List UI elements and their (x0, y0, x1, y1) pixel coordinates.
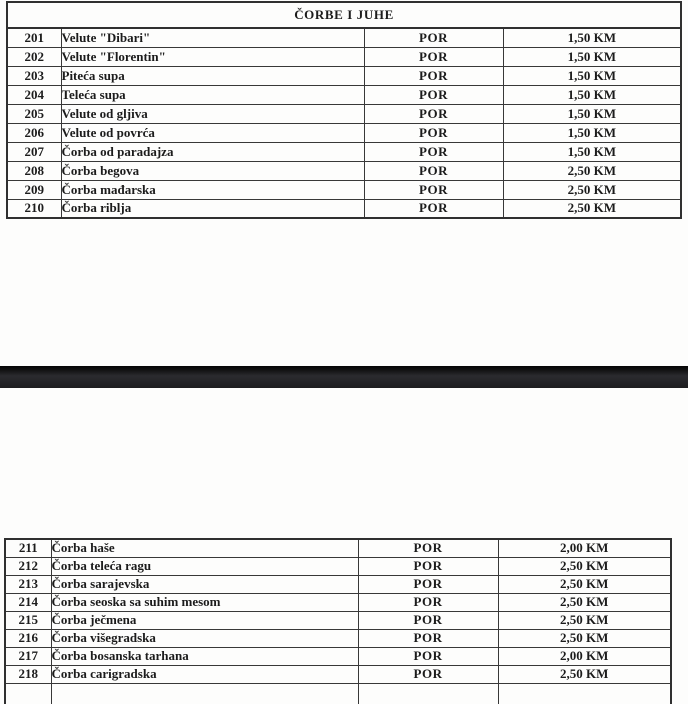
item-unit: POR (358, 629, 498, 647)
item-price: 2,50 KM (498, 611, 671, 629)
item-code: 215 (5, 611, 51, 629)
soups-price-table-top (6, 1, 682, 219)
item-unit: POR (358, 611, 498, 629)
soups-price-table-bottom (4, 538, 672, 704)
item-price: 2,00 KM (498, 539, 671, 557)
table-row (5, 575, 671, 593)
item-name: Velute "Dibari" (61, 28, 364, 47)
item-unit: POR (364, 47, 503, 66)
item-price: 1,50 KM (503, 104, 681, 123)
section-title: ČORBE I JUHE (7, 2, 681, 28)
table-row (7, 66, 681, 85)
table-row (7, 123, 681, 142)
empty-table-row (5, 683, 671, 704)
item-price: 2,50 KM (503, 199, 681, 218)
table-row (5, 539, 671, 557)
table-row (5, 593, 671, 611)
item-name: Čorba seoska sa suhim mesom (51, 593, 358, 611)
item-name: Čorba višegradska (51, 629, 358, 647)
item-price: 1,50 KM (503, 47, 681, 66)
item-name: Čorba carigradska (51, 665, 358, 683)
item-name: Čorba ječmena (51, 611, 358, 629)
item-name: Čorba riblja (61, 199, 364, 218)
soups-table-body (7, 2, 681, 218)
empty-cell (498, 683, 671, 704)
table-row (7, 180, 681, 199)
item-name: Čorba mađarska (61, 180, 364, 199)
table-header-row (7, 2, 681, 28)
table-row (7, 104, 681, 123)
item-unit: POR (358, 593, 498, 611)
item-price: 2,50 KM (498, 593, 671, 611)
item-price: 2,00 KM (498, 647, 671, 665)
item-code: 206 (7, 123, 61, 142)
item-code: 214 (5, 593, 51, 611)
item-name: Velute od povrća (61, 123, 364, 142)
item-price: 2,50 KM (503, 161, 681, 180)
item-price: 2,50 KM (498, 557, 671, 575)
item-name: Čorba bosanska tarhana (51, 647, 358, 665)
table-row (5, 557, 671, 575)
table-row (7, 85, 681, 104)
item-name: Čorba haše (51, 539, 358, 557)
item-code: 216 (5, 629, 51, 647)
item-unit: POR (364, 142, 503, 161)
empty-cell (5, 683, 51, 704)
item-unit: POR (358, 539, 498, 557)
item-unit: POR (364, 66, 503, 85)
table-row (5, 629, 671, 647)
item-name: Čorba sarajevska (51, 575, 358, 593)
item-code: 213 (5, 575, 51, 593)
item-unit: POR (364, 199, 503, 218)
item-price: 1,50 KM (503, 28, 681, 47)
item-code: 209 (7, 180, 61, 199)
item-unit: POR (358, 575, 498, 593)
item-code: 201 (7, 28, 61, 47)
item-unit: POR (358, 665, 498, 683)
item-unit: POR (358, 647, 498, 665)
item-code: 211 (5, 539, 51, 557)
table-row (7, 142, 681, 161)
item-name: Teleća supa (61, 85, 364, 104)
item-price: 1,50 KM (503, 66, 681, 85)
item-unit: POR (364, 180, 503, 199)
item-price: 2,50 KM (498, 629, 671, 647)
item-name: Velute od gljiva (61, 104, 364, 123)
item-price: 1,50 KM (503, 123, 681, 142)
table-row (5, 665, 671, 683)
item-code: 205 (7, 104, 61, 123)
item-code: 204 (7, 85, 61, 104)
item-code: 210 (7, 199, 61, 218)
item-code: 218 (5, 665, 51, 683)
item-name: Piteća supa (61, 66, 364, 85)
item-name: Velute "Florentin" (61, 47, 364, 66)
item-name: Čorba od paradajza (61, 142, 364, 161)
item-code: 208 (7, 161, 61, 180)
table-row (7, 161, 681, 180)
item-name: Čorba begova (61, 161, 364, 180)
empty-cell (51, 683, 358, 704)
table-row (7, 47, 681, 66)
item-price: 1,50 KM (503, 85, 681, 104)
item-unit: POR (364, 123, 503, 142)
item-code: 217 (5, 647, 51, 665)
table-row (5, 647, 671, 665)
item-unit: POR (364, 161, 503, 180)
soups-table-continued-body (5, 539, 671, 704)
item-unit: POR (364, 104, 503, 123)
table-row (7, 199, 681, 218)
table-row (7, 28, 681, 47)
item-code: 207 (7, 142, 61, 161)
item-price: 1,50 KM (503, 142, 681, 161)
item-unit: POR (364, 85, 503, 104)
item-unit: POR (364, 28, 503, 47)
item-unit: POR (358, 557, 498, 575)
item-price: 2,50 KM (503, 180, 681, 199)
table-row (5, 611, 671, 629)
page-break-bar (0, 366, 688, 388)
item-name: Čorba teleća ragu (51, 557, 358, 575)
item-code: 212 (5, 557, 51, 575)
item-code: 203 (7, 66, 61, 85)
item-price: 2,50 KM (498, 575, 671, 593)
empty-cell (358, 683, 498, 704)
item-price: 2,50 KM (498, 665, 671, 683)
item-code: 202 (7, 47, 61, 66)
